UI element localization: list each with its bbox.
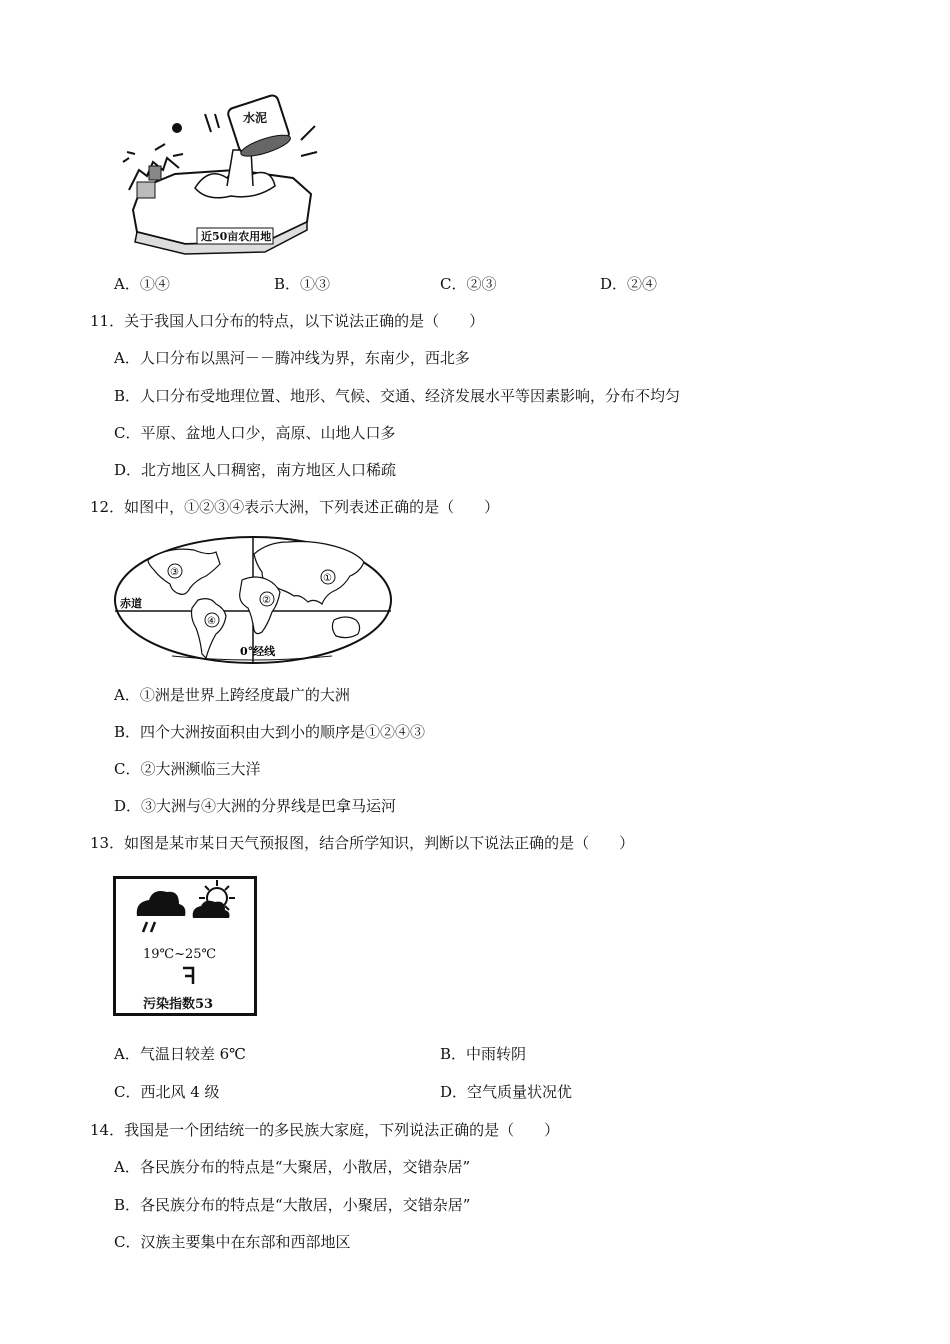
world-map-figure [112,534,394,666]
q12-option-a[interactable]: A．①洲是世界上跨经度最广的大洲 [114,686,350,704]
q11-option-a[interactable]: A．人口分布以黑河－－腾冲线为界，东南少，西北多 [114,349,470,367]
cement-farmland-figure [115,92,325,260]
q10-option-d[interactable]: D．②④ [600,275,658,293]
pollution-index-text: 污染指数53 [143,997,214,1012]
q10-option-c[interactable]: C．②③ [440,275,497,293]
marker-2: ② [262,595,271,606]
q12-option-c[interactable]: C．②大洲濒临三大洋 [114,760,261,778]
q14-option-a[interactable]: A．各民族分布的特点是“大聚居，小散居，交错杂居” [114,1158,471,1176]
farmland-label: 近50亩农用地 [201,230,272,243]
q11-option-c[interactable]: C．平原、盆地人口少，高原、山地人口多 [114,424,396,442]
q13-option-c[interactable]: C．西北风 4 级 [114,1083,220,1101]
q14-option-b[interactable]: B．各民族分布的特点是“大散居，小聚居，交错杂居” [114,1196,471,1214]
q13-option-d[interactable]: D．空气质量状况优 [440,1083,573,1101]
cement-label: 水泥 [243,111,268,125]
q11-stem: 11．关于我国人口分布的特点，以下说法正确的是（ ） [90,312,485,330]
q10-option-a[interactable]: A．①④ [114,275,170,293]
marker-3: ③ [170,567,179,578]
marker-1: ① [323,573,332,584]
q13-option-a[interactable]: A．气温日较差 6℃ [114,1045,246,1063]
q13-option-b[interactable]: B．中雨转阴 [440,1045,527,1063]
q14-option-c[interactable]: C．汉族主要集中在东部和西部地区 [114,1233,351,1251]
q12-option-d[interactable]: D．③大洲与④大洲的分界线是巴拿马运河 [114,797,397,815]
equator-label: 赤道 [120,597,142,610]
weather-forecast-figure [113,876,257,1016]
temperature-text: 19℃~25℃ [143,947,217,962]
marker-4: ④ [207,616,216,627]
q12-stem: 12．如图中，①②③④表示大洲，下列表述正确的是（ ） [90,498,500,516]
q13-stem: 13．如图是某市某日天气预报图，结合所学知识，判断以下说法正确的是（ ） [90,834,635,852]
q12-option-b[interactable]: B．四个大洲按面积由大到小的顺序是①②④③ [114,723,426,741]
q14-stem: 14．我国是一个团结统一的多民族大家庭，下列说法正确的是（ ） [90,1121,560,1139]
meridian-label: 0°经线 [240,645,276,658]
q11-option-d[interactable]: D．北方地区人口稠密，南方地区人口稀疏 [114,461,397,479]
q11-option-b[interactable]: B．人口分布受地理位置、地形、气候、交通、经济发展水平等因素影响，分布不均匀 [114,387,681,405]
q10-option-b[interactable]: B．①③ [274,275,331,293]
